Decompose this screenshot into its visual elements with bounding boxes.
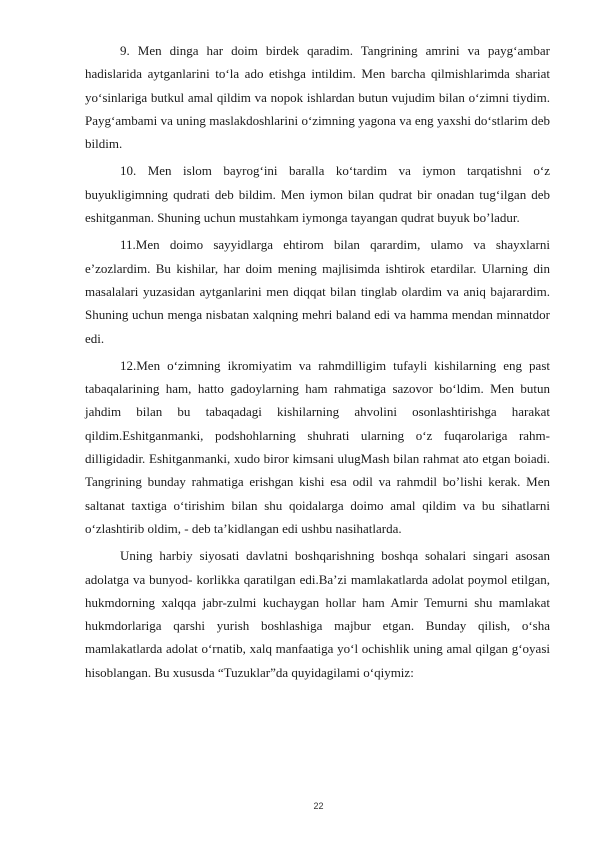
paragraph-11: 11.Men doimo sayyidlarga ehtirom bilan qarardim, ulamo va shayxlarni e’zozlardim. Bu kishilar, har doim mening majlisimda ishtirok etardilar. Ularning din masalalari yuzasidan aytganlarini men diqqat bilan tinglab olardim va aniq bajarardim. Shuning uchun menga nisbatan xalqning mehri baland edi va hamma mendan minnatdor edi. [85, 237, 550, 346]
page-number: 22 [313, 801, 324, 811]
paragraph-harbiy-siyosat: Uning harbiy siyosati davlatni boshqarishning boshqa sohalari singari asosan adolatga va bunyod- korlikka qaratilgan edi.Ba’zi mamlakatlarda adolat poymol etilgan, hukmdorning xalqqa jabr-zulmi kuchaygan hollar ham Amir Temurni shu mamlakat hukmdorlariga qarshi yurish boshlashiga majbur etgan. Bunday qilish, o‘sha mamlakatlarda adolat o‘rnatib, xalq manfaatiga yo‘l ochishlik uning amal qilgan g‘oyasi hisoblangan. Bu xususda “Tuzuklar”da quyidagilami o‘qiymiz: [85, 548, 550, 680]
paragraph-10: 10. Men islom bayrog‘ini baralla ko‘tardim va iymon tarqatishni o‘z buyukligimning qudrati deb bildim. Men iymon bilan qudrat bir onadan tug‘ilgan deb eshitganman. Shuning uchun mustahkam iymonga tayangan qudrat buyuk bo’ladur. [85, 163, 550, 226]
paragraph-12: 12.Men o‘zimning ikromiyatim va rahmdilligim tufayli kishilarning eng past tabaqalarining ham, hatto gadoylarning ham rahmatiga sazovor bo‘ldim. Men butun jahdim bilan bu tabaqadagi kishilarning ahvolini osonlashtirishga harakat qildim.Eshitganmanki, podshohlarning shuhrati ularning o‘z fuqarolariga rahm-dilligidadir. Eshitganmanki, xudo biror kimsani ulugMash bilan rahmat ato etgan boiadi. Tangrining bunday rahmatiga erishgan kishi esa odil va rahmdil bo’lishi kerak. Men saltanat taxtiga o‘tirishim bilan shu qoidalarga doimo amal qildim va bu sihatlarni o‘zlashtirib oldim, - deb ta’kidlangan edi ushbu nasihatlarda. [85, 357, 550, 536]
paragraph-9: 9. Men dinga har doim birdek qaradim. Tangrining amrini va payg‘ambar hadislarida aytganlarini to‘la ado etishga intildim. Men barcha qilmishlarimda shariat yo‘sinlariga butkul amal qildim va nopok ishlardan butun vujudim bilan o‘zimni tiydim. Payg‘ambami va uning maslakdoshlarini o‘zimning yagona va eng yaxshi do‘stlarim deb bildim. [85, 43, 550, 152]
page-body [85, 39, 550, 688]
